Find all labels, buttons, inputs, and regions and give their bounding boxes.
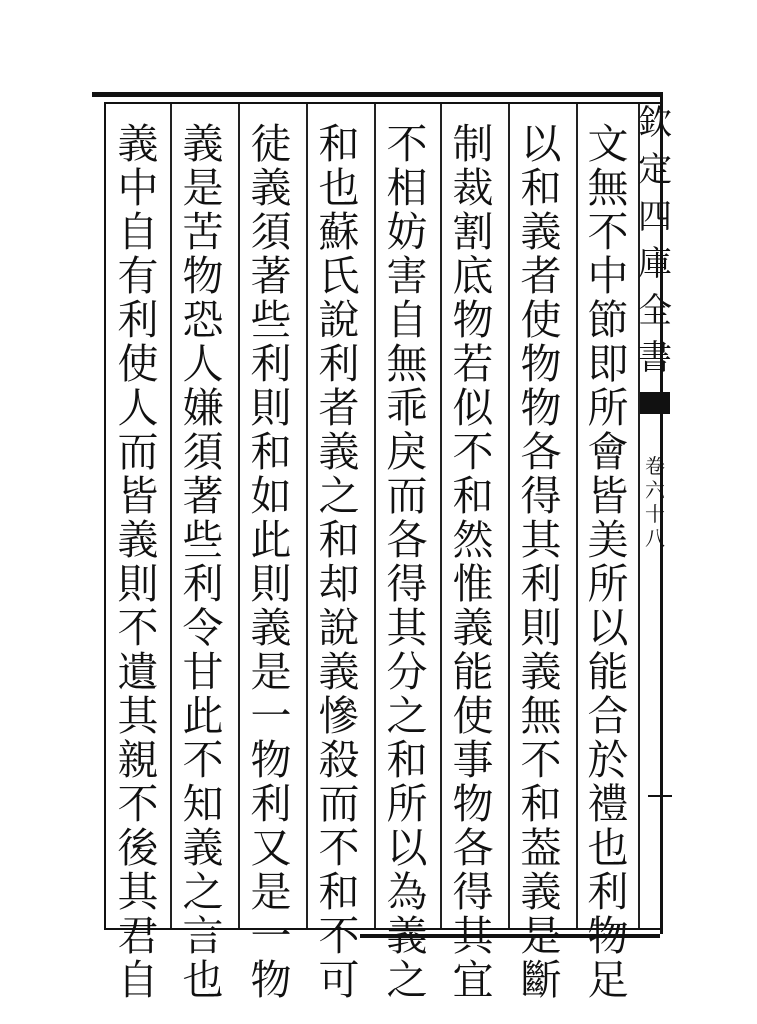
character: 義 [520,868,562,916]
margin-character: 四 [638,197,672,237]
character: 會 [587,428,629,476]
character: 慘 [318,692,360,740]
character: 若 [452,340,494,388]
character: 葢 [520,824,562,872]
margin-character: 書 [638,338,672,378]
character: 義 [386,912,428,960]
character: 親 [117,736,159,784]
text-column-8 [108,120,168,1004]
character: 義 [182,824,224,872]
character: 利 [587,868,629,916]
character: 後 [117,824,159,872]
character: 自 [386,296,428,344]
character: 其 [117,692,159,740]
character: 不 [587,208,629,256]
character: 其 [117,868,159,916]
character: 之 [182,868,224,916]
text-column-7 [173,120,233,1004]
character: 物 [520,384,562,432]
character: 不 [318,912,360,960]
character: 也 [318,164,360,212]
column-divider [306,104,308,928]
column-divider [440,104,442,928]
character: 君 [117,912,159,960]
character: 相 [386,164,428,212]
character: 些 [182,516,224,564]
character: 者 [520,252,562,300]
margin-volume-label [645,454,665,550]
character: 些 [250,296,292,344]
character: 其 [520,516,562,564]
character: 是 [250,648,292,696]
character: 物 [520,340,562,388]
character: 此 [250,516,292,564]
character: 無 [386,340,428,388]
top-border [92,92,660,97]
character: 和 [520,164,562,212]
character: 中 [117,164,159,212]
character: 自 [117,208,159,256]
character: 義 [117,516,159,564]
margin-character: 全 [638,291,672,331]
character: 是 [250,868,292,916]
character: 底 [452,252,494,300]
character: 制 [452,120,494,168]
character: 皆 [117,472,159,520]
character: 各 [452,824,494,872]
character: 斷 [520,956,562,1004]
character: 自 [117,956,159,1004]
character: 美 [587,516,629,564]
character: 和 [250,428,292,476]
character: 須 [250,208,292,256]
character: 利 [182,560,224,608]
character: 即 [587,340,629,388]
character: 各 [520,428,562,476]
character: 利 [117,296,159,344]
character: 人 [182,340,224,388]
character: 則 [117,560,159,608]
character: 能 [587,648,629,696]
character: 是 [520,912,562,960]
character: 言 [182,912,224,960]
character: 所 [386,780,428,828]
margin-character: 十 [645,502,665,526]
character: 使 [452,692,494,740]
character: 皆 [587,472,629,520]
left-border [104,102,106,930]
character: 於 [587,736,629,784]
fishtail-mark [640,392,670,414]
margin-strip [638,100,672,550]
character: 著 [182,472,224,520]
margin-book-title [638,100,672,382]
character: 不 [318,824,360,872]
character: 義 [250,164,292,212]
character: 事 [452,736,494,784]
character: 義 [318,648,360,696]
character: 也 [182,956,224,1004]
character: 義 [452,604,494,652]
character: 割 [452,208,494,256]
character: 和 [318,516,360,564]
character: 不 [452,428,494,476]
character: 宜 [452,956,494,1004]
character: 氏 [318,252,360,300]
character: 義 [117,120,159,168]
character: 令 [182,604,224,652]
character: 義 [520,648,562,696]
character: 遺 [117,648,159,696]
character: 和 [386,736,428,784]
character: 不 [386,120,428,168]
character: 須 [182,428,224,476]
character: 其 [452,912,494,960]
character: 者 [318,384,360,432]
character: 所 [587,384,629,432]
margin-character: 欽 [638,103,672,143]
text-column-5 [309,120,369,1004]
character: 節 [587,296,629,344]
character: 戾 [386,428,428,476]
character: 嫌 [182,384,224,432]
character: 和 [318,868,360,916]
character: 利 [250,780,292,828]
character: 以 [587,604,629,652]
character: 各 [386,516,428,564]
character: 無 [520,692,562,740]
character: 物 [250,736,292,784]
character: 物 [250,956,292,1004]
character: 蘇 [318,208,360,256]
character: 得 [520,472,562,520]
character: 不 [117,604,159,652]
character: 則 [250,560,292,608]
margin-character: 六 [645,478,665,502]
character: 不 [182,736,224,784]
character: 文 [587,120,629,168]
character: 知 [182,780,224,828]
character: 利 [520,560,562,608]
character: 恐 [182,296,224,344]
character: 則 [520,604,562,652]
character: 利 [318,340,360,388]
character: 則 [250,384,292,432]
character: 足 [587,956,629,1004]
character: 不 [117,780,159,828]
column-divider [508,104,510,928]
character: 著 [250,252,292,300]
character: 苦 [182,208,224,256]
margin-tick [648,795,672,797]
margin-character: 卷 [645,454,665,478]
character: 人 [117,384,159,432]
character: 妨 [386,208,428,256]
character: 然 [452,516,494,564]
character: 惟 [452,560,494,608]
character: 無 [587,164,629,212]
character: 禮 [587,780,629,828]
character: 是 [182,164,224,212]
character: 所 [587,560,629,608]
character: 以 [520,120,562,168]
character: 義 [318,428,360,476]
character: 物 [452,780,494,828]
character: 而 [117,428,159,476]
character: 又 [250,824,292,872]
character: 說 [318,604,360,652]
character: 合 [587,692,629,740]
column-divider [170,104,172,928]
text-column-3 [443,120,503,1004]
character: 有 [117,252,159,300]
character: 甘 [182,648,224,696]
character: 義 [250,604,292,652]
character: 義 [520,208,562,256]
text-column-1 [578,120,638,1004]
character: 似 [452,384,494,432]
character: 得 [386,560,428,608]
margin-character: 庫 [638,244,672,284]
character: 一 [250,912,292,960]
character: 可 [318,956,360,1004]
character: 使 [520,296,562,344]
character: 和 [520,780,562,828]
character: 能 [452,648,494,696]
column-divider [238,104,240,928]
character: 却 [318,560,360,608]
character: 利 [250,340,292,388]
character: 使 [117,340,159,388]
margin-character: 八 [645,526,665,550]
text-column-2 [511,120,571,1004]
character: 也 [587,824,629,872]
character: 分 [386,648,428,696]
character: 說 [318,296,360,344]
text-column-6 [241,120,301,1004]
character: 物 [452,296,494,344]
character: 以 [386,824,428,872]
character: 害 [386,252,428,300]
character: 此 [182,692,224,740]
margin-character: 定 [638,150,672,190]
character: 不 [520,736,562,784]
character: 義 [182,120,224,168]
text-column-4 [377,120,437,1004]
column-divider [374,104,376,928]
character: 和 [318,120,360,168]
character: 而 [318,780,360,828]
character: 一 [250,692,292,740]
character: 之 [386,956,428,1004]
character: 和 [452,472,494,520]
character: 乖 [386,384,428,432]
character: 之 [386,692,428,740]
character: 物 [182,252,224,300]
character: 其 [386,604,428,652]
character: 中 [587,252,629,300]
character: 得 [452,868,494,916]
character: 之 [318,472,360,520]
character: 而 [386,472,428,520]
character: 物 [587,912,629,960]
character: 為 [386,868,428,916]
character: 裁 [452,164,494,212]
character: 徒 [250,120,292,168]
character: 殺 [318,736,360,784]
character: 如 [250,472,292,520]
